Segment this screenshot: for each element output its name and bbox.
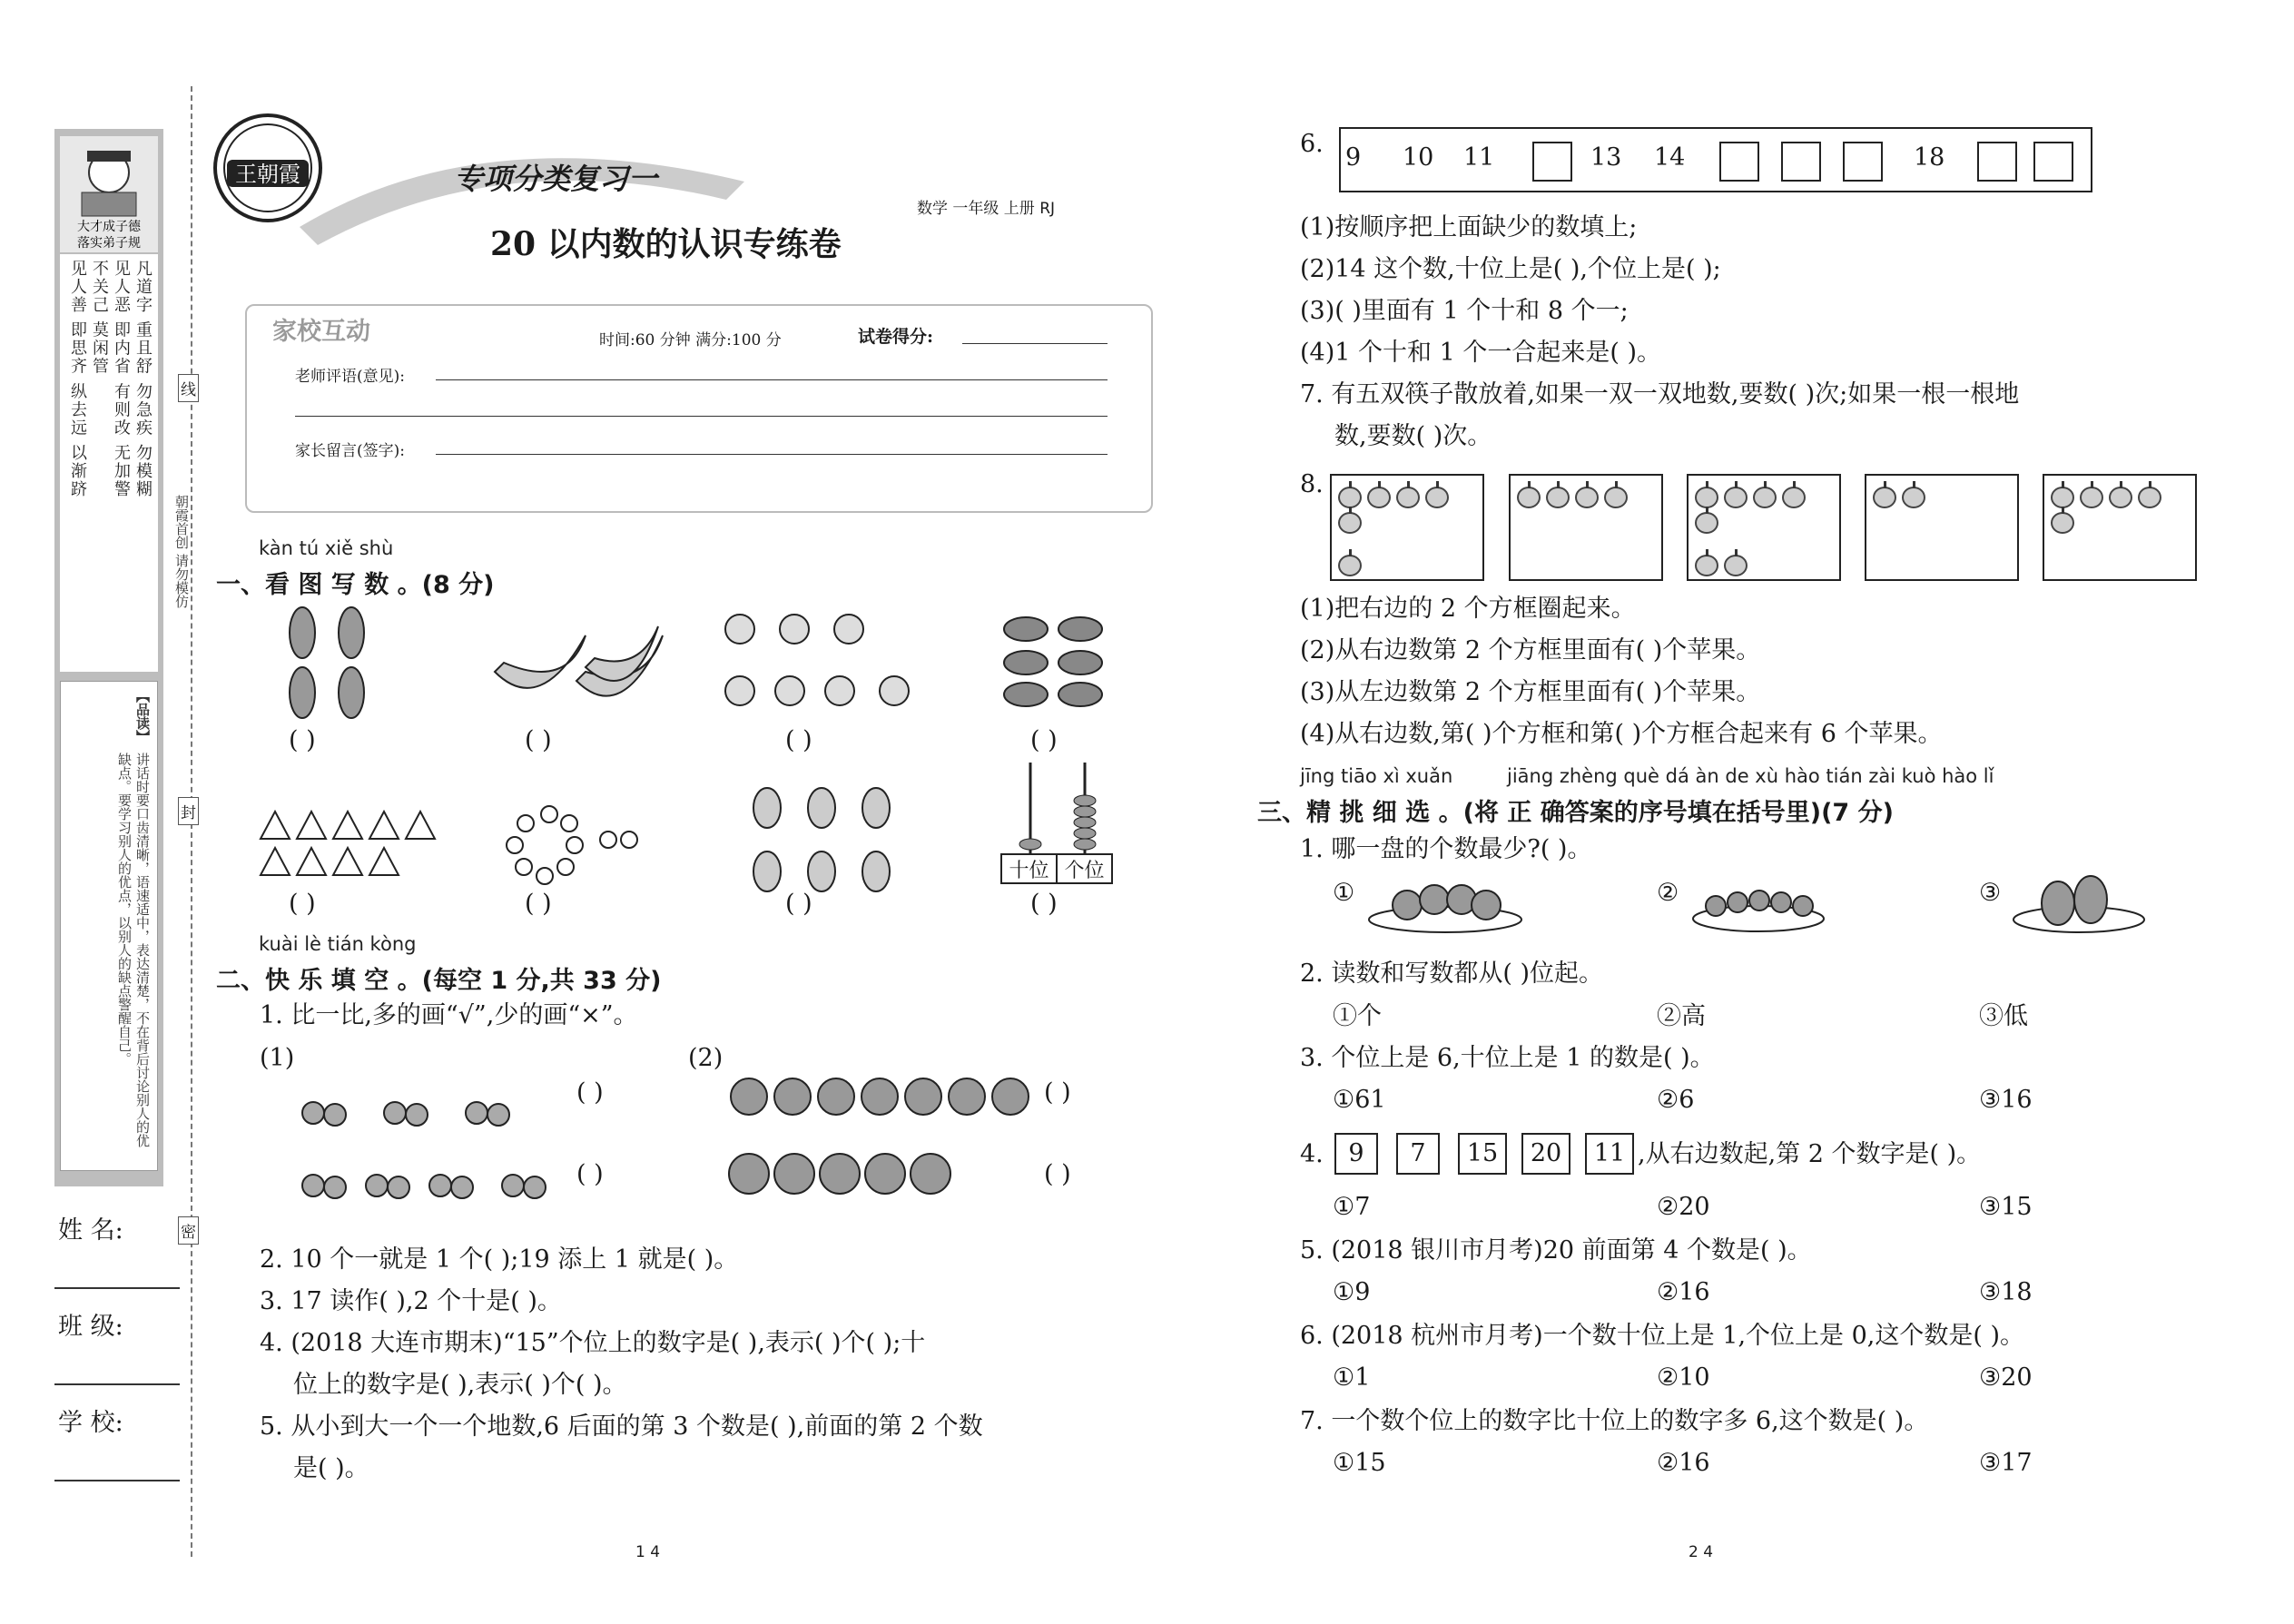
- q8-1: (1)把右边的 2 个方框圈起来。: [1300, 595, 1636, 623]
- s1-answer-7[interactable]: ( ): [785, 890, 812, 918]
- apple-frame-4[interactable]: [1865, 474, 2019, 581]
- q8-4: (4)从右边数,第( )个方框和第( )个方框合起来有 6 个苹果。: [1300, 720, 1943, 748]
- mascot-icon: [60, 136, 158, 252]
- q6-label: 6.: [1300, 130, 1324, 158]
- s3-pinyin-1: jīng tiāo xì xuǎn: [1300, 765, 1453, 787]
- bee-picture-icon: [717, 604, 917, 722]
- ruler-num-14: 14: [1654, 143, 1686, 172]
- reading-title: 【品读】: [134, 689, 151, 743]
- left-page-number: 1 4: [635, 1543, 661, 1561]
- side-note: 朝霞首创 请勿模仿: [173, 495, 190, 608]
- number-card-1: 9: [1334, 1133, 1378, 1175]
- ruler-blank-16[interactable]: [1781, 142, 1821, 182]
- q7-line2: 数,要数( )次。: [1334, 422, 1492, 450]
- c6-opt-3[interactable]: ③20: [1979, 1363, 2033, 1392]
- s3-pinyin-2: jiāng zhèng què dá àn de xù hào tián zài kuò hào lǐ: [1507, 765, 1994, 787]
- name-label: 姓 名:: [58, 1216, 123, 1245]
- parent-label: 家长留言(签字):: [295, 442, 405, 460]
- ruler-num-9: 9: [1345, 143, 1362, 172]
- c4-prefix: 4.: [1300, 1140, 1324, 1168]
- s1-answer-3[interactable]: ( ): [785, 726, 812, 754]
- ruler-num-10: 10: [1403, 143, 1434, 172]
- cherry-picture-icon: [295, 1069, 567, 1206]
- ruler-num-13: 13: [1590, 143, 1622, 172]
- q6-1: (1)按顺序把上面缺少的数填上;: [1300, 213, 1638, 241]
- s2-pinyin: kuài lè tián kòng: [259, 933, 417, 955]
- c7: 7. 一个数个位上的数字比十位上的数字多 6,这个数是( )。: [1300, 1407, 1929, 1435]
- circle-picture-icon: [504, 803, 649, 894]
- s2-q2: 2. 10 个一就是 1 个( );19 添上 1 就是( )。: [260, 1245, 739, 1274]
- q6-4: (4)1 个十和 1 个一合起来是( )。: [1300, 339, 1661, 367]
- s2-q1: 1. 比一比,多的画“√”,少的画“×”。: [260, 1001, 638, 1029]
- number-card-3: 15: [1458, 1133, 1507, 1175]
- c4-opt-1[interactable]: ①7: [1333, 1193, 1371, 1221]
- c2-opt-3[interactable]: ③低: [1979, 1002, 2028, 1030]
- s2-q1-part2-label: (2): [688, 1044, 724, 1072]
- cookie-picture-icon: [999, 613, 1117, 713]
- teacher-line-2[interactable]: [295, 416, 1108, 417]
- s3-title: 三、精 挑 细 选 。(将 正 确答案的序号填在括号里)(7 分): [1257, 799, 1894, 827]
- teacher-label: 老师评语(意见):: [295, 368, 405, 386]
- teacher-line-1[interactable]: [436, 379, 1108, 380]
- ruler-blank-17[interactable]: [1843, 142, 1883, 182]
- motto-col-2: 见人恶 即内省 有则改 无加警: [112, 260, 131, 499]
- apple-frame-5[interactable]: [2043, 474, 2197, 581]
- s1-answer-8[interactable]: ( ): [1030, 890, 1058, 918]
- sidebar-mascot: [60, 136, 158, 252]
- seal-char-2: 封: [178, 797, 199, 825]
- reading-text: 讲话时要口齿清晰，语速适中，表达清楚，不在背后讨论别人的优缺点。要学习别人的优点，以别人的缺点警醒自己。: [116, 753, 151, 1147]
- ruler-blank-20[interactable]: [2033, 142, 2073, 182]
- s2-q1-answer-1[interactable]: ( ): [576, 1078, 604, 1107]
- seal-char-1: 线: [178, 374, 199, 402]
- c1-opt-1[interactable]: ①: [1333, 879, 1355, 907]
- c6-opt-2[interactable]: ②10: [1657, 1363, 1710, 1392]
- q8-label: 8.: [1300, 470, 1324, 498]
- s2-q1-answer-2[interactable]: ( ): [576, 1160, 604, 1188]
- c5-opt-2[interactable]: ②16: [1657, 1278, 1710, 1306]
- brand-logo-text: 王朝霞: [235, 162, 300, 187]
- c4-opt-3[interactable]: ③15: [1979, 1193, 2033, 1221]
- abacus-base: [1000, 853, 1113, 884]
- s1-answer-5[interactable]: ( ): [289, 890, 316, 918]
- motto-bottom: 落实弟子规: [77, 236, 141, 251]
- q6-2: (2)14 这个数,十位上是( ),个位上是( );: [1300, 255, 1721, 283]
- home-school-label: 家校互动: [272, 318, 370, 346]
- q6-3: (3)( )里面有 1 个十和 8 个一;: [1300, 297, 1629, 325]
- pineapple-picture-icon: [744, 776, 899, 903]
- c3-opt-3[interactable]: ③16: [1979, 1086, 2033, 1114]
- number-card-4: 20: [1521, 1133, 1570, 1175]
- s1-title: 一、看 图 写 数 。(8 分): [216, 571, 495, 599]
- plate-apples-icon: [1366, 876, 1525, 935]
- s2-q4-line2: 位上的数字是( ),表示( )个( )。: [293, 1371, 627, 1399]
- ruler-num-11: 11: [1463, 143, 1495, 172]
- parent-line[interactable]: [436, 454, 1108, 455]
- c1-opt-3[interactable]: ③: [1979, 879, 2002, 907]
- ruler-num-18: 18: [1914, 143, 1945, 172]
- sidebar-reading-box: [60, 681, 158, 1171]
- abacus-ones-label: 个位: [1064, 860, 1105, 882]
- name-line: [54, 1287, 180, 1289]
- s1-answer-4[interactable]: ( ): [1030, 726, 1058, 754]
- c6-opt-1[interactable]: ①1: [1333, 1363, 1371, 1392]
- seal-char-3: 密: [178, 1216, 199, 1245]
- time-score: 时间:60 分钟 满分:100 分: [599, 331, 782, 349]
- s1-answer-6[interactable]: ( ): [525, 890, 552, 918]
- c3: 3. 个位上是 6,十位上是 1 的数是( )。: [1300, 1044, 1715, 1072]
- q8-2: (2)从右边数第 2 个方框里面有( )个苹果。: [1300, 636, 1761, 664]
- c3-opt-2[interactable]: ②6: [1657, 1086, 1695, 1114]
- score-label: 试卷得分:: [858, 327, 934, 347]
- s2-q1-answer-4[interactable]: ( ): [1044, 1160, 1071, 1188]
- c6: 6. (2018 杭州市月考)一个数十位上是 1,个位上是 0,这个数是( )。: [1300, 1322, 2025, 1350]
- school-line: [54, 1480, 180, 1481]
- c1-opt-2[interactable]: ②: [1657, 879, 1679, 907]
- right-page-number: 2 4: [1689, 1543, 1714, 1561]
- q8-3: (3)从左边数第 2 个方框里面有( )个苹果。: [1300, 678, 1761, 706]
- corn-picture-icon: [277, 604, 377, 722]
- score-line[interactable]: [962, 343, 1108, 344]
- c3-opt-1[interactable]: ①61: [1333, 1086, 1386, 1114]
- s2-title: 二、快 乐 填 空 。(每空 1 分,共 33 分): [216, 967, 662, 995]
- c5-opt-1[interactable]: ①9: [1333, 1278, 1371, 1306]
- plate-strawberries-icon: [1690, 881, 1826, 935]
- s1-answer-1[interactable]: ( ): [289, 726, 316, 754]
- school-label: 学 校:: [58, 1409, 123, 1437]
- c1: 1. 哪一盘的个数最少?( )。: [1300, 835, 1592, 863]
- plate-pears-icon: [2011, 867, 2147, 935]
- page-title: 20 以内数的认识专练卷: [490, 225, 842, 263]
- c4-text: ,从右边数起,第 2 个数字是( )。: [1638, 1140, 1982, 1168]
- c2: 2. 读数和写数都从( )位起。: [1300, 960, 1603, 988]
- abacus-tens-label: 十位: [1002, 855, 1058, 882]
- subject-meta: 数学 一年级 上册 RJ: [917, 200, 1056, 218]
- c5: 5. (2018 银川市月考)20 前面第 4 个数是( )。: [1300, 1236, 1812, 1265]
- s1-pinyin: kàn tú xiě shù: [259, 537, 394, 559]
- s1-answer-2[interactable]: ( ): [525, 726, 552, 754]
- s2-q5-line2: 是( )。: [293, 1454, 369, 1482]
- s2-q3: 3. 17 读作( ),2 个十是( )。: [260, 1287, 562, 1315]
- apple-frame-3[interactable]: [1687, 474, 1841, 581]
- motto-col-3: 不关己 莫闲管: [90, 260, 109, 376]
- c2-opt-1[interactable]: ①个: [1333, 1002, 1382, 1030]
- series-title: 专项分类复习一: [454, 162, 658, 196]
- c7-opt-3[interactable]: ③17: [1979, 1449, 2033, 1477]
- motto-top: 大才成子德: [77, 220, 141, 234]
- triangle-picture-icon: [259, 810, 440, 882]
- number-card-2: 7: [1396, 1133, 1440, 1175]
- sidebar-motto-box: [60, 254, 158, 672]
- motto-col-4: 见人善 即思齐 纵去远 以渐跻: [68, 260, 87, 499]
- class-line: [54, 1383, 180, 1385]
- ruler-blank-12[interactable]: [1532, 142, 1572, 182]
- q7-line1: 7. 有五双筷子散放着,如果一双一双地数,要数( )次;如果一根一根地: [1300, 380, 2020, 408]
- motto-col-1: 凡道字 重且舒 勿急疾 勿模糊: [133, 260, 153, 499]
- s2-q1-part1-label: (1): [260, 1044, 295, 1072]
- c7-opt-2[interactable]: ②16: [1657, 1449, 1710, 1477]
- class-label: 班 级:: [58, 1313, 123, 1341]
- c7-opt-1[interactable]: ①15: [1333, 1449, 1386, 1477]
- c5-opt-3[interactable]: ③18: [1979, 1278, 2033, 1306]
- banana-picture-icon: [486, 617, 667, 717]
- ruler-blank-19[interactable]: [1977, 142, 2017, 182]
- s2-q4-line1: 4. (2018 大连市期末)“15”个位上的数字是( ),表示( )个( );十: [260, 1329, 926, 1357]
- s2-q5-line1: 5. 从小到大一个一个地数,6 后面的第 3 个数是( ),前面的第 2 个数: [260, 1412, 983, 1441]
- flower-tree-picture-icon: [726, 1069, 1044, 1206]
- apple-frame-2[interactable]: [1509, 474, 1663, 581]
- c2-opt-2[interactable]: ②高: [1657, 1002, 1706, 1030]
- s2-q1-answer-3[interactable]: ( ): [1044, 1078, 1071, 1107]
- number-card-5: 11: [1585, 1133, 1634, 1175]
- c4-opt-2[interactable]: ②20: [1657, 1193, 1710, 1221]
- apple-frame-1[interactable]: [1330, 474, 1484, 581]
- ruler-blank-15[interactable]: [1719, 142, 1759, 182]
